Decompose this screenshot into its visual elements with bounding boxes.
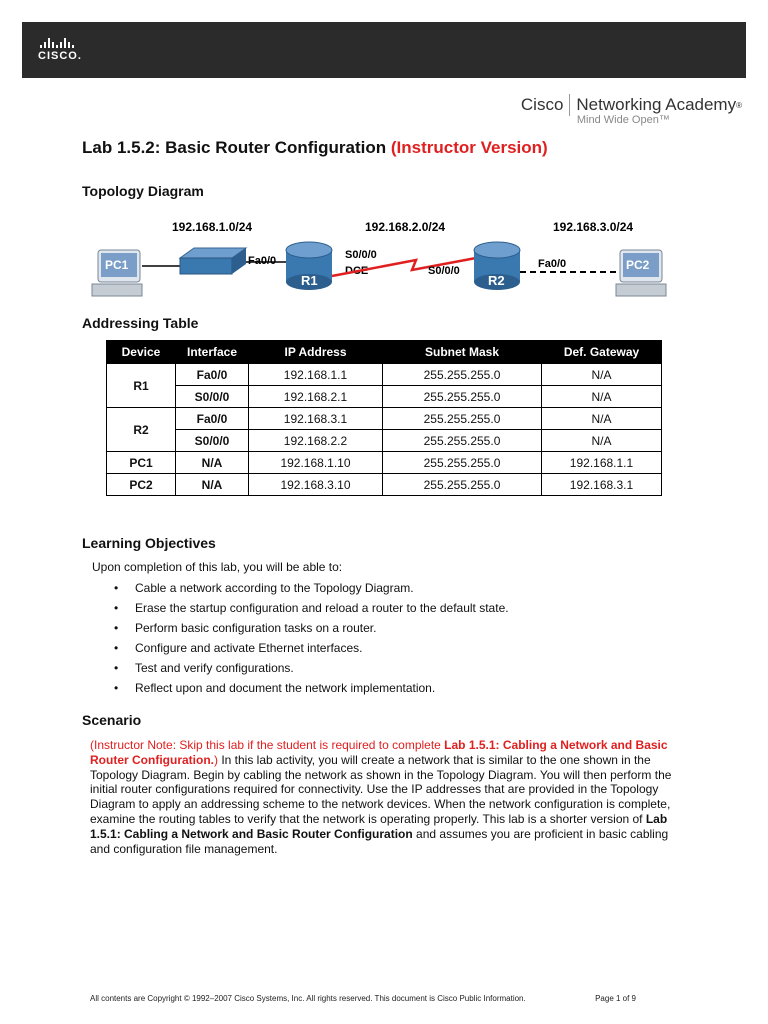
r2-fa-label: Fa0/0 — [538, 258, 567, 270]
footer-copyright: All contents are Copyright © 1992–2007 Cisco Systems, Inc. All rights reserved. This document is Cisco Public Information. — [90, 994, 526, 1003]
title-version: (Instructor Version) — [390, 138, 548, 157]
scenario-body: In this lab activity, you will create a network that is similar to the one shown in the Topology Diagram. Begin by cabling the network as shown in the Topology Diagram. You will then perform the initial router configurations required for connectivity. Use the IP addresses that are provided in the Topology Diagram to apply an addressing scheme to the network devices. When the network configuration is complete, examine the routing tables to verify that the network is operating properly. This lab is a shorter version of — [90, 752, 672, 826]
page-title — [82, 138, 548, 158]
ip-cell: 192.168.1.1 — [249, 364, 383, 386]
interface-cell: S0/0/0 — [176, 430, 249, 452]
table-row — [107, 452, 662, 474]
table-row — [107, 474, 662, 496]
pc2-label: PC2 — [626, 258, 650, 272]
net2-label: 192.168.2.0/24 — [365, 220, 446, 234]
mask-cell: 255.255.255.0 — [383, 452, 542, 474]
objectives-heading: Learning Objectives — [82, 535, 216, 551]
ip-cell: 192.168.2.2 — [249, 430, 383, 452]
mask-cell: 255.255.255.0 — [383, 474, 542, 496]
device-cell: R2 — [107, 408, 176, 452]
gateway-cell: N/A — [542, 430, 662, 452]
mask-cell: 255.255.255.0 — [383, 386, 542, 408]
gateway-cell: 192.168.3.1 — [542, 474, 662, 496]
note-suffix: ) — [213, 752, 218, 767]
interface-cell: N/A — [176, 474, 249, 496]
interface-cell: Fa0/0 — [176, 364, 249, 386]
objectives-list — [112, 578, 509, 698]
gateway-cell: 192.168.1.1 — [542, 452, 662, 474]
table-row — [107, 430, 662, 452]
switch-icon — [180, 248, 246, 274]
note-prefix: (Instructor Note: Skip this lab if the student is required to complete — [90, 738, 445, 752]
device-cell: PC2 — [107, 474, 176, 496]
list-item: • Cable a network according to the Topology Diagram. — [112, 578, 509, 598]
mask-cell: 255.255.255.0 — [383, 364, 542, 386]
pc2-icon — [616, 250, 666, 296]
academy-product: Networking Academy — [576, 95, 737, 114]
topology-diagram — [86, 210, 676, 310]
mask-cell: 255.255.255.0 — [383, 430, 542, 452]
list-item: • Configure and activate Ethernet interfaces. — [112, 638, 509, 658]
header-bar — [22, 22, 746, 78]
cisco-wordmark: CISCO. — [38, 50, 82, 62]
net1-label: 192.168.1.0/24 — [172, 220, 253, 234]
r2-label: R2 — [488, 273, 505, 288]
r1-serial-label: S0/0/0 — [345, 249, 377, 261]
academy-tagline: Mind Wide Open™ — [576, 114, 670, 126]
academy-brand: Cisco — [520, 95, 564, 114]
title-main: Lab 1.5.2: Basic Router Configuration — [82, 138, 391, 157]
objectives-intro: Upon completion of this lab, you will be able to: — [92, 560, 343, 574]
ip-cell: 192.168.3.10 — [249, 474, 383, 496]
gateway-cell: N/A — [542, 386, 662, 408]
cisco-logo — [38, 38, 88, 64]
dce-label: DCE — [345, 265, 369, 277]
academy-reg-mark: ® — [736, 100, 742, 110]
table-header-row — [107, 341, 662, 364]
list-item: • Test and verify configurations. — [112, 658, 509, 678]
net3-label: 192.168.3.0/24 — [553, 220, 634, 234]
interface-cell: Fa0/0 — [176, 408, 249, 430]
addressing-heading: Addressing Table — [82, 315, 199, 331]
scenario-lab-ref: Lab 1.5.1: Cabling a Network and Basic Router Configuration — [90, 811, 668, 841]
pc1-label: PC1 — [105, 258, 129, 272]
scenario-heading: Scenario — [82, 712, 142, 728]
device-cell: R1 — [107, 364, 176, 408]
col-mask: Subnet Mask — [383, 341, 542, 364]
r1-label: R1 — [301, 273, 318, 288]
gateway-cell: N/A — [542, 364, 662, 386]
r1-fa-label: Fa0/0 — [248, 255, 277, 267]
mask-cell: 255.255.255.0 — [383, 408, 542, 430]
gateway-cell: N/A — [542, 408, 662, 430]
academy-divider — [569, 94, 570, 116]
col-gateway: Def. Gateway — [542, 341, 662, 364]
table-row — [107, 386, 662, 408]
cisco-bars-icon — [40, 38, 88, 48]
academy-logo — [521, 94, 742, 126]
scenario-body-end: and assumes you are proficient in basic cabling and configuration file management. — [90, 826, 669, 856]
scenario-paragraph — [90, 738, 680, 856]
ip-cell: 192.168.3.1 — [249, 408, 383, 430]
list-item: • Perform basic configuration tasks on a router. — [112, 618, 509, 638]
interface-cell: S0/0/0 — [176, 386, 249, 408]
ip-cell: 192.168.1.10 — [249, 452, 383, 474]
col-device: Device — [107, 341, 176, 364]
table-row — [107, 408, 662, 430]
r2-icon — [474, 242, 520, 290]
list-item: • Erase the startup configuration and reload a router to the default state. — [112, 598, 509, 618]
pc1-icon — [92, 250, 142, 296]
list-item: • Reflect upon and document the network implementation. — [112, 678, 509, 698]
note-lab-ref: Lab 1.5.1: Cabling a Network and Basic Router Configuration. — [90, 738, 668, 767]
col-ip: IP Address — [249, 341, 383, 364]
addressing-table — [106, 340, 662, 496]
footer-page-number: Page 1 of 9 — [595, 994, 636, 1003]
table-row — [107, 364, 662, 386]
footer — [90, 994, 636, 1003]
r1-icon — [286, 242, 332, 290]
col-interface: Interface — [176, 341, 249, 364]
topology-heading: Topology Diagram — [82, 183, 204, 199]
r2-serial-label: S0/0/0 — [428, 265, 460, 277]
interface-cell: N/A — [176, 452, 249, 474]
device-cell: PC1 — [107, 452, 176, 474]
ip-cell: 192.168.2.1 — [249, 386, 383, 408]
